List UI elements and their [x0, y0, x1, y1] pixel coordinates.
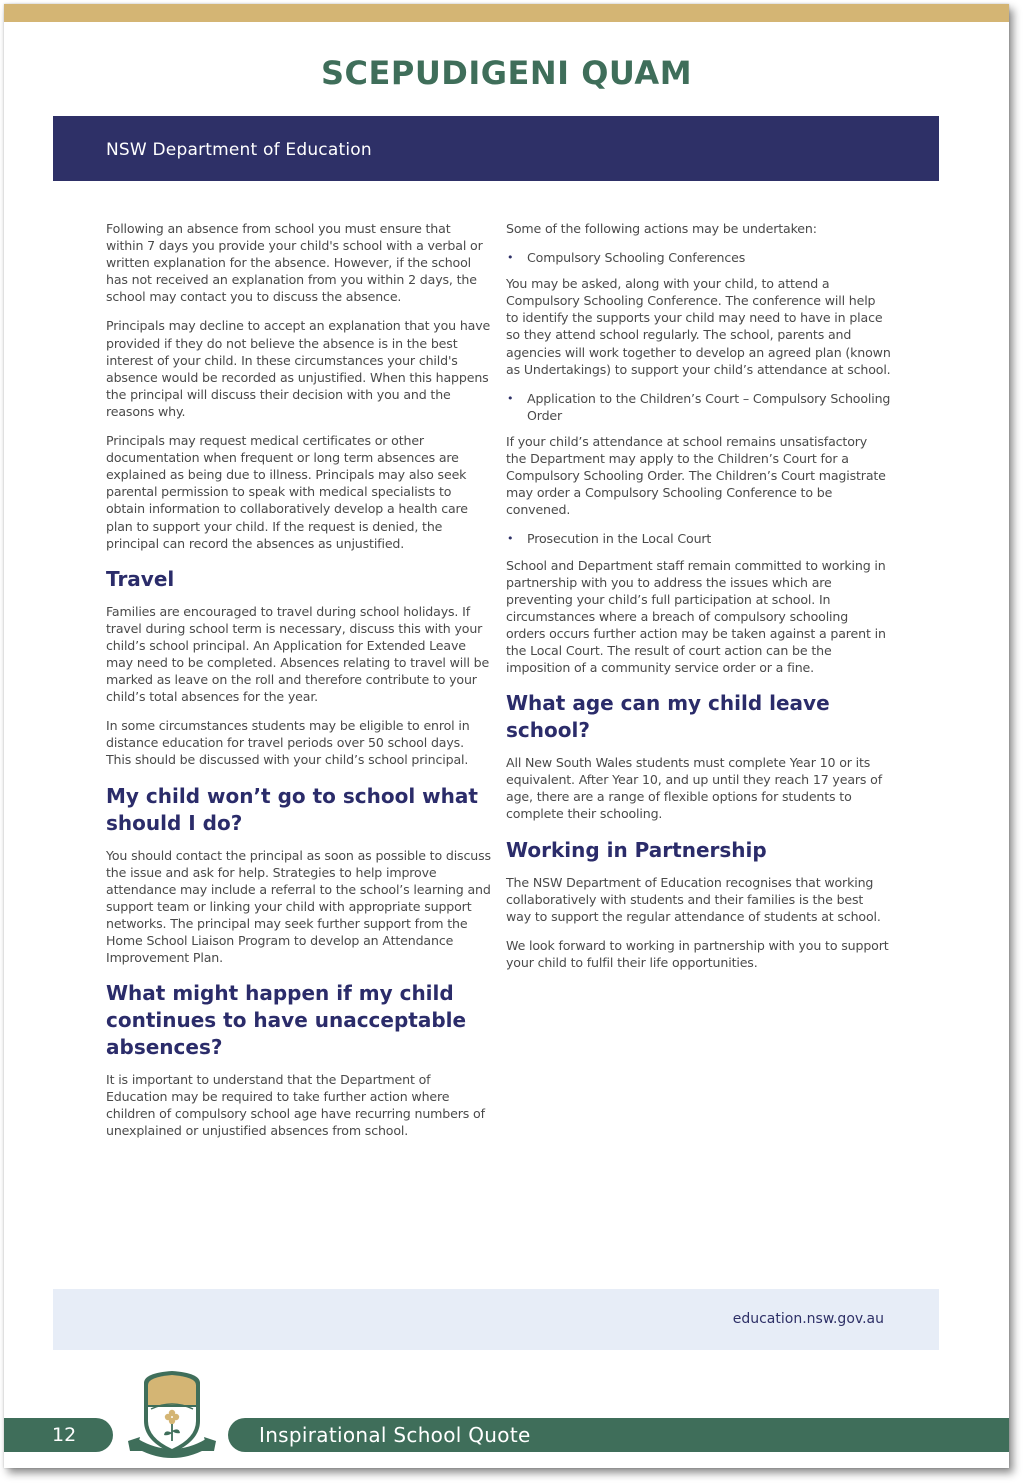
unacceptable-paragraph: It is important to understand that the Department of Education may be required to take further action where children of compulsory school age have recurring numbers of unexplained or unjustified absences from school. [106, 1072, 485, 1139]
partnership-paragraph: We look forward to working in partnership with you to support your child to fulfil their life opportunities. [506, 937, 889, 970]
action-bullet: • Prosecution in the Local Court [506, 530, 891, 547]
intro-paragraph: Principals may decline to accept an explanation that you have provided if they do not believe the absence is in the best interest of your child. In these circumstances your child's absence would be recorded as unjustified. When this happens the principal will discuss their decision with you and the reasons why. [106, 318, 491, 419]
actions-intro: Some of the following actions may be undertaken: [506, 221, 817, 236]
page-number: 12 [4, 1418, 113, 1452]
wont-go-paragraph: You should contact the principal as soon as possible to discuss the issue and ask for help. Strategies to help improve attendance may include a referral to the school’s learning and support team or linking your child with appropriate support networks. The principal may seek further support from the Home School Liaison Program to develop an Attendance Improvement Plan. [106, 847, 491, 966]
flower-crest-icon [122, 1369, 222, 1464]
action-bullet: • Application to the Children’s Court – Compulsory Schooling Order [506, 390, 891, 424]
heading-travel: Travel [106, 566, 175, 591]
heading-leave-age: What age can my child leave school? [506, 691, 830, 743]
travel-paragraph: Families are encouraged to travel during school holidays. If travel during school term is necessary, discuss this with your child’s school principal. An Application for Extended Leave may need to be completed. Absences relating to travel will be marked as leave on the roll and therefore contribute to your child’s total absences for the year. [106, 603, 490, 705]
leave-age-paragraph: All New South Wales students must complete Year 10 or its equivalent. After Year 10, and up until they reach 17 years of age, there are a range of flexible options for students to complete their schooling. [506, 755, 883, 822]
heading-unacceptable-absences: What might happen if my child continues to have unacceptable absences? [106, 981, 467, 1060]
department-banner [53, 116, 939, 181]
website-link[interactable]: education.nsw.gov.au [732, 1311, 884, 1327]
intro-paragraph: Principals may request medical certificates or other documentation when frequent or long term absences are explained as being due to illness. Principals may also seek parental permission to speak with medical specialists to obtain information to collaboratively develop a health care plan to support your child. If the request is denied, the principal can record the absences as unjustified. [106, 433, 468, 551]
footer-website-box [53, 1289, 939, 1350]
action-description: You may be asked, along with your child, to attend a Compulsory Schooling Conference. The conference will help to identify the supports your child may need to have in place so they attend school regularly. The school, parents and agencies will work together to develop an agreed plan (known as Undertakings) to support your child’s attendance at school. [506, 276, 891, 377]
top-gold-bar [4, 4, 1009, 22]
left-column [106, 220, 491, 1152]
heading-partnership: Working in Partnership [506, 837, 767, 862]
action-bullet: • Compulsory Schooling Conferences [506, 249, 891, 266]
partnership-paragraph: The NSW Department of Education recognises that working collaboratively with students and their families is the best way to support the regular attendance of students at school. [506, 874, 881, 924]
school-quote-bar: Inspirational School Quote [228, 1418, 1009, 1452]
page-title: SCEPUDIGENI QUAM [320, 54, 693, 92]
right-column [506, 220, 891, 983]
action-description: School and Department staff remain committed to working in partnership with you to address the issues which are preventing your child’s full participation at school. In circumstances where a breach of compulsory schooling orders occurs further action may be taken against a parent in the Local Court. The result of court action can be the imposition of a community service order or a fine. [506, 557, 886, 676]
intro-paragraph: Following an absence from school you must ensure that within 7 days you provide your child's school with a verbal or written explanation for the absence. However, if the school has not received an explanation from you within 2 days, the school may contact you to discuss the absence. [106, 221, 483, 305]
banner-text: NSW Department of Education [106, 140, 372, 160]
heading-wont-go: My child won’t go to school what should I do? [106, 783, 478, 835]
document-page [4, 4, 1009, 1468]
action-description: If your child’s attendance at school remains unsatisfactory the Department may apply to the Children’s Court for a Compulsory Schooling Order. The Children’s Court magistrate may order a Compulsory Schooling Conference to be convened. [506, 433, 886, 518]
travel-paragraph: In some circumstances students may be eligible to enrol in distance education for travel periods over 50 school days. This should be discussed with your child’s school principal. [106, 718, 470, 768]
